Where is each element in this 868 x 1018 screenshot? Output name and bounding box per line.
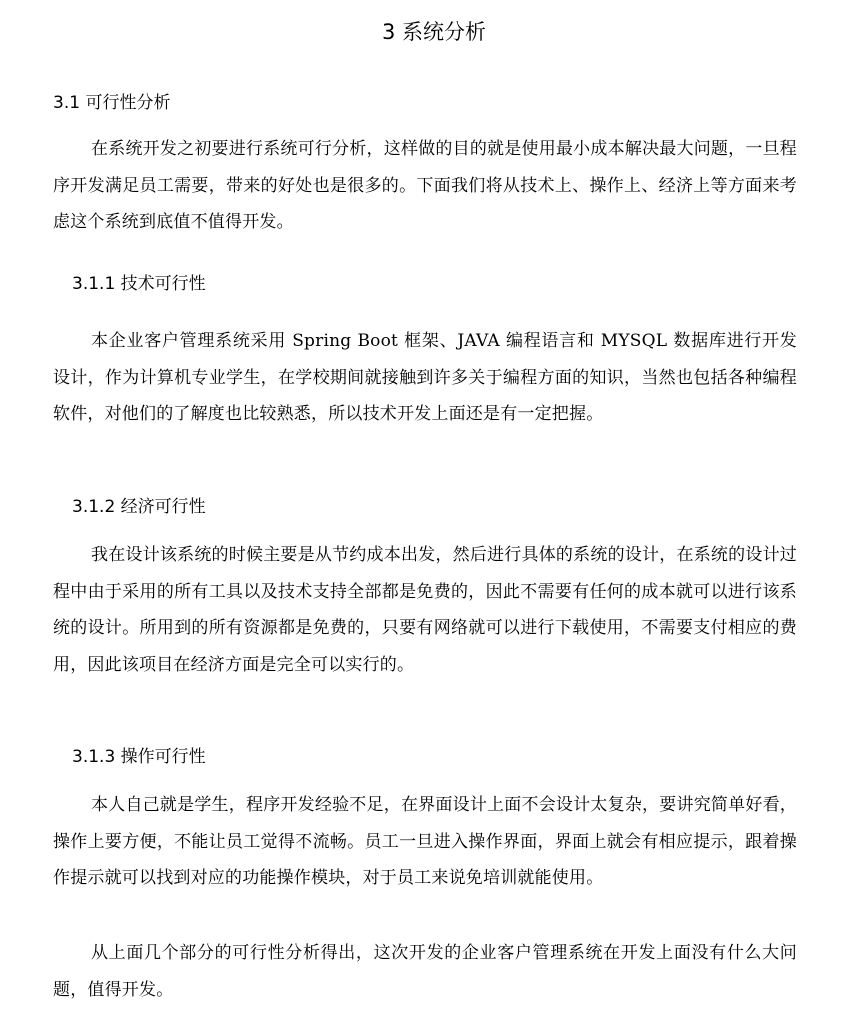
- section-heading-technical: 3.1.1 技术可行性: [72, 274, 206, 294]
- chapter-title: 3 系统分析: [381, 20, 487, 44]
- paragraph-conclusion: 从上面几个部分的可行性分析得出，这次开发的企业客户管理系统在开发上面没有什么大问题，值得开发。: [53, 943, 797, 1000]
- paragraph-technical: 本企业客户管理系统采用 Spring Boot 框架、JAVA 编程语言和 MYSQL 数据库进行开发设计，作为计算机专业学生，在学校期间就接触到许多关于编程方面的知识，当然也包括各种编程软件，对他们的了解度也比较熟悉，所以技术开发上面还是有一定把握。: [53, 331, 797, 424]
- paragraph-economic: 我在设计该系统的时候主要是从节约成本出发，然后进行具体的系统的设计，在系统的设计过程中由于采用的所有工具以及技术支持全部都是免费的，因此不需要有任何的成本就可以进行该系统的设计。所用到的所有资源都是免费的，只要有网络就可以进行下载使用，不需要支付相应的费用，因此该项目在经济方面是完全可以实行的。: [53, 545, 797, 675]
- section-heading-economic: 3.1.2 经济可行性: [72, 497, 206, 517]
- paragraph-operational: 本人自己就是学生，程序开发经验不足，在界面设计上面不会设计太复杂，要讲究简单好看，操作上要方便，不能让员工觉得不流畅。员工一旦进入操作界面，界面上就会有相应提示，跟着操作提示就可以找到对应的功能操作模块，对于员工来说免培训就能使用。: [53, 795, 797, 888]
- paragraph-feasibility-intro: 在系统开发之初要进行系统可行分析，这样做的目的就是使用最小成本解决最大问题，一旦程序开发满足员工需要，带来的好处也是很多的。下面我们将从技术上、操作上、经济上等方面来考虑这个系统到底值不值得开发。: [53, 139, 797, 232]
- section-heading-feasibility: 3.1 可行性分析: [53, 93, 171, 113]
- section-heading-operational: 3.1.3 操作可行性: [72, 747, 206, 767]
